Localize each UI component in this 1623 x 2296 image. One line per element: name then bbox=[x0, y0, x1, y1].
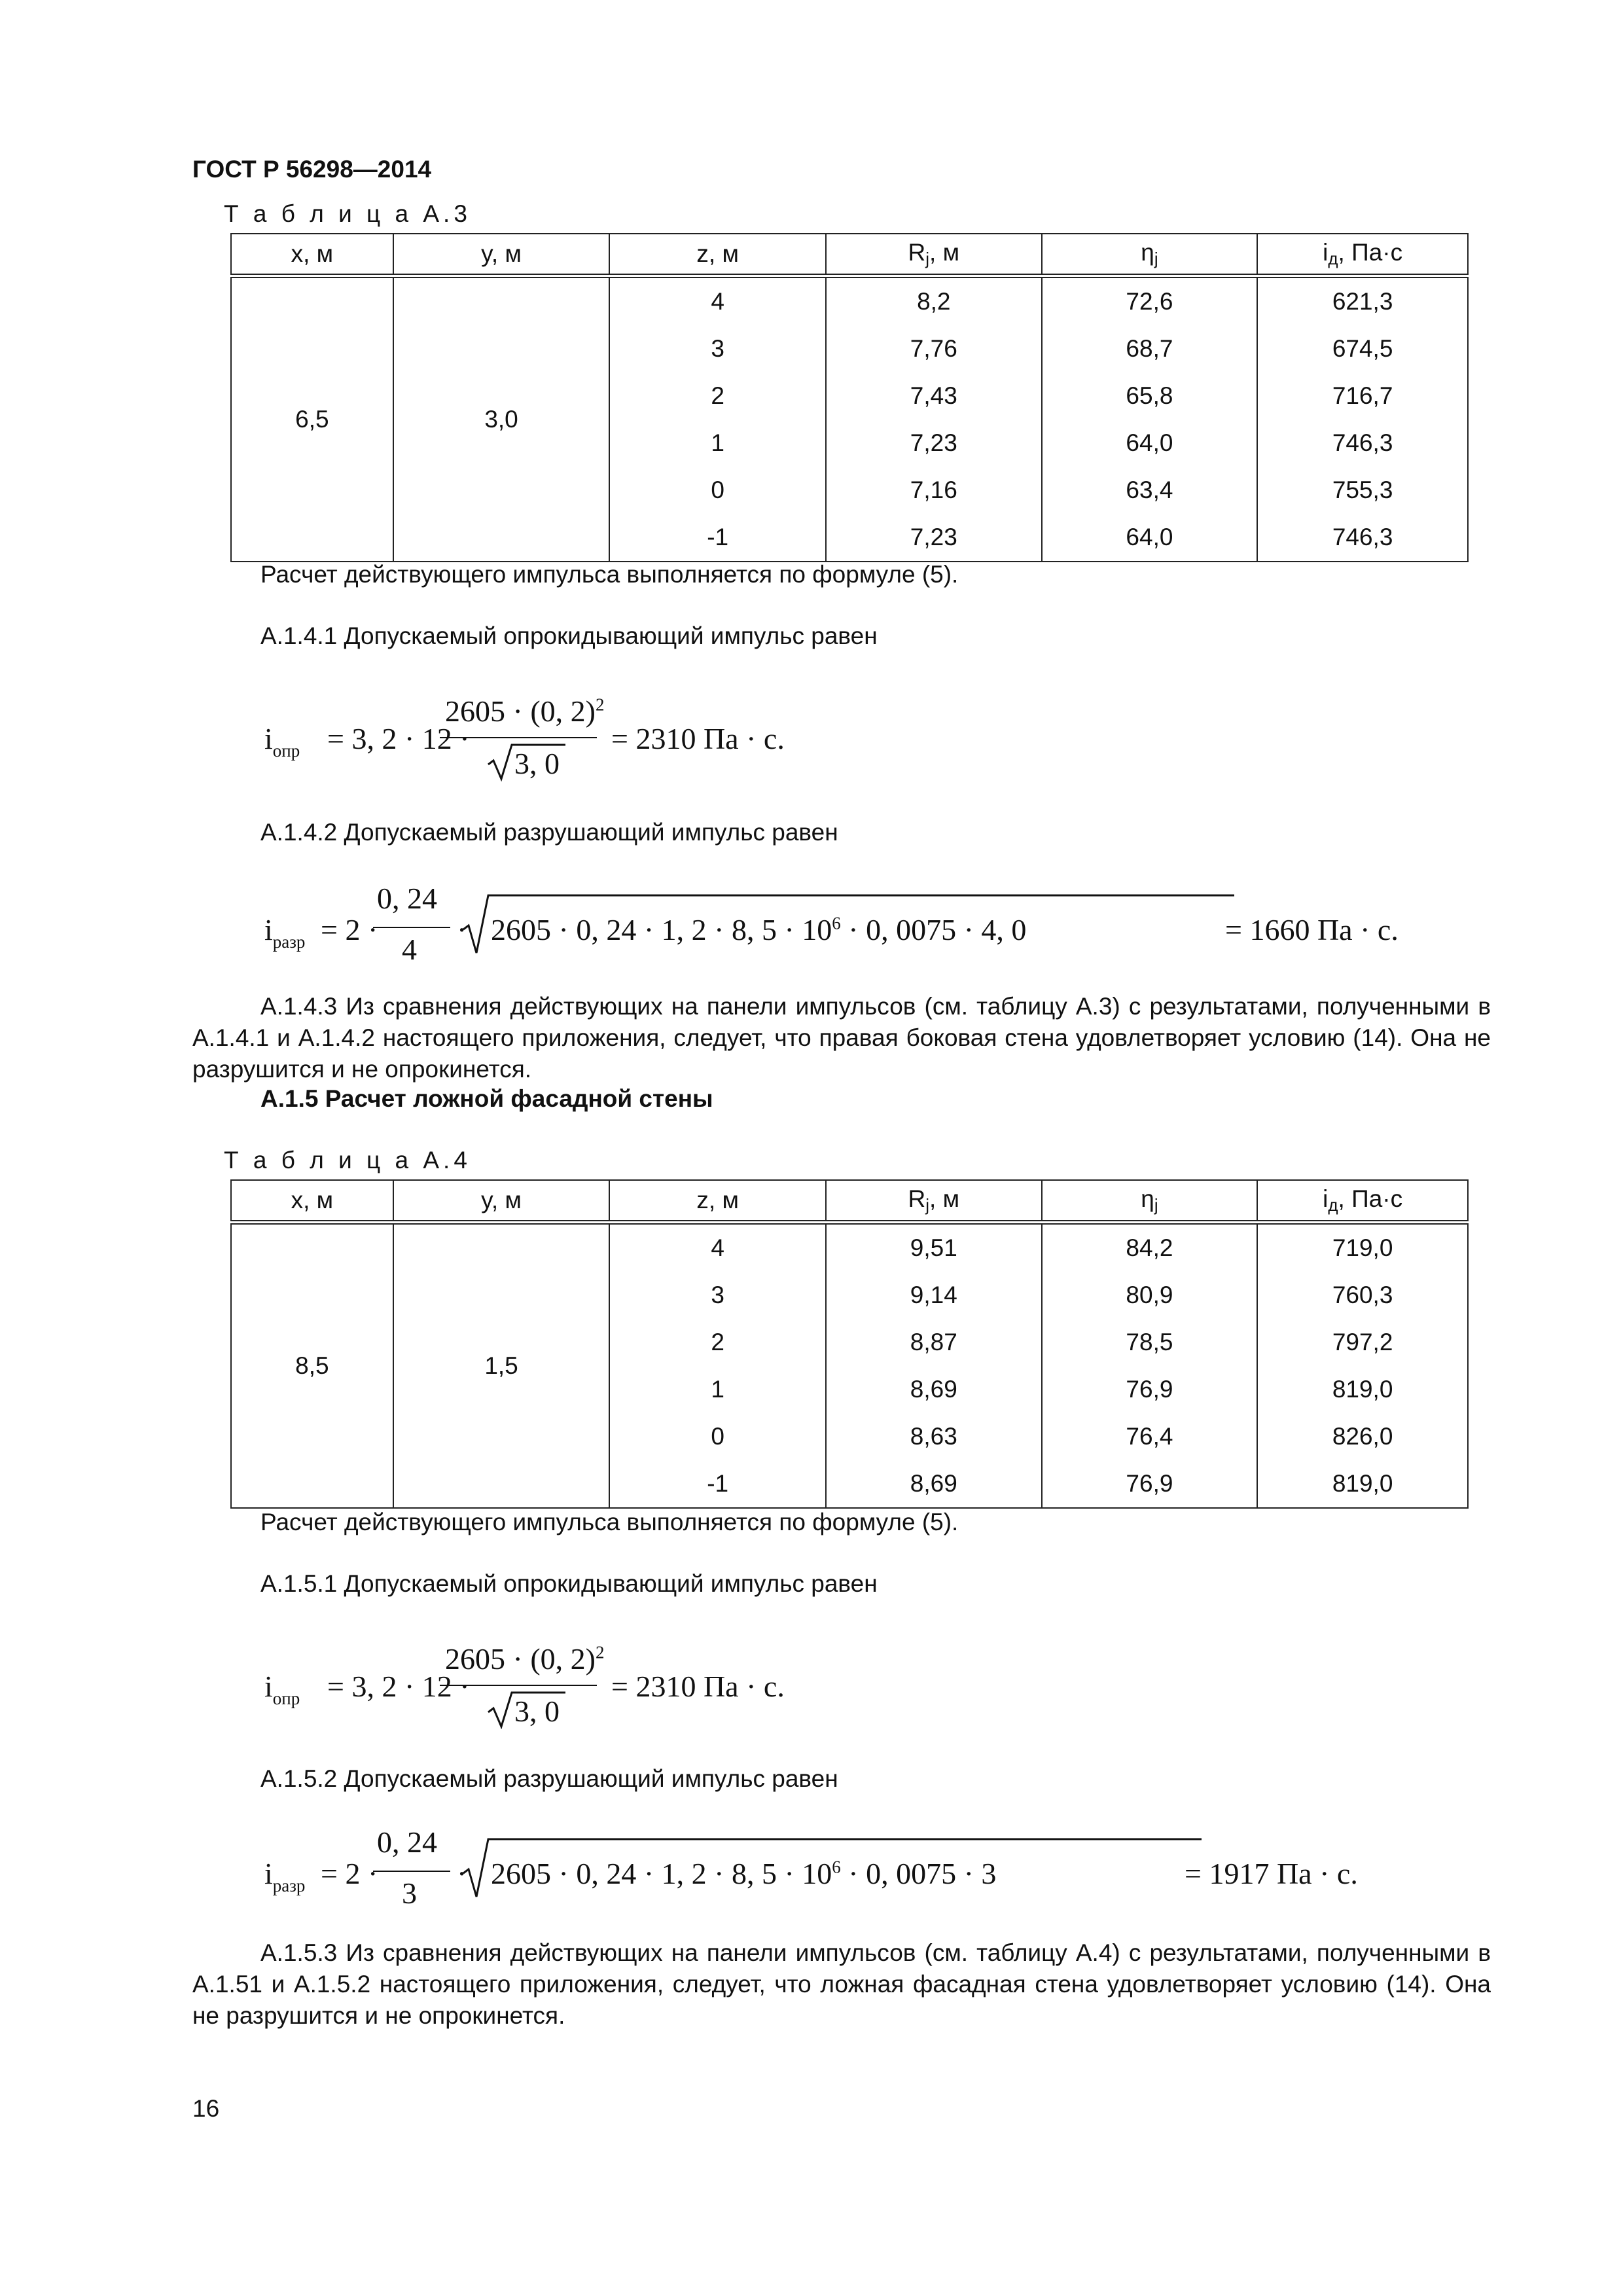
formula-destruction-a152: $i_{разр}$ = 2 · 0, 24 3 · 2605 · 0, 24 · 1, 2 · 8, $5 \cdot 10^6 \cdot 0$, 0075 · 3 = 1917 Па · с. bbox=[264, 1825, 1358, 1910]
formula-overturning-a141: $i_{опр}$ = 3, 2 · 12 · 2605 · (0, 2)$^2$ 3, 0 = 2310 Па · с. bbox=[264, 694, 785, 780]
section-heading-a15: А.1.5 Расчет ложной фасадной стены bbox=[260, 1085, 713, 1112]
paragraph-a143: А.1.4.3 Из сравнения действующих на панели импульсов (см. таблицу А.3) с результатами, полученными в А.1.4.1 и А.1.4.2 настоящего приложения, следует, что правая боковая стена удовлетворяет условию (14). Она не разрушится и не опрокинется. bbox=[192, 993, 1491, 1083]
col-y: y, м bbox=[393, 1180, 610, 1223]
cell-eta: 63,4 bbox=[1042, 467, 1258, 514]
cell-eta: 64,0 bbox=[1042, 420, 1258, 467]
cell-x-value: 6,5 bbox=[231, 276, 393, 562]
paragraph-a142: А.1.4.2 Допускаемый разрушающий импульс равен bbox=[260, 819, 838, 846]
page-number: 16 bbox=[192, 2095, 220, 2122]
cell-eta: 68,7 bbox=[1042, 325, 1258, 372]
cell-r: 8,69 bbox=[826, 1460, 1042, 1508]
table-a3-caption: Т а б л и ц а А.3 bbox=[224, 200, 471, 227]
cell-r: 8,63 bbox=[826, 1413, 1042, 1460]
calc-note: Расчет действующего импульса выполняется по формуле (5). bbox=[260, 561, 959, 588]
cell-y-value: 1,5 bbox=[393, 1223, 610, 1509]
cell-z: 1 bbox=[609, 1366, 826, 1413]
cell-z: -1 bbox=[609, 1460, 826, 1508]
col-z: z, м bbox=[609, 1180, 826, 1223]
cell-z: 3 bbox=[609, 1272, 826, 1319]
document-code: ГОСТ Р 56298—2014 bbox=[192, 156, 432, 183]
table-header-row bbox=[231, 234, 1468, 276]
formula-overturning-a151: $i_{опр}$ = 3, 2 · 12 · 2605 · (0, 2)$^2$ 3, 0 = 2310 Па · с. bbox=[264, 1642, 785, 1728]
col-i: $i_д$, Па·с bbox=[1257, 1180, 1468, 1223]
col-r: $R_j$, м bbox=[826, 234, 1042, 276]
cell-z: 4 bbox=[609, 1223, 826, 1272]
col-r: $R_j$, м bbox=[826, 1180, 1042, 1223]
paragraph-a151: А.1.5.1 Допускаемый опрокидывающий импульс равен bbox=[260, 1570, 878, 1597]
cell-eta: 78,5 bbox=[1042, 1319, 1258, 1366]
cell-r: 8,87 bbox=[826, 1319, 1042, 1366]
col-y: y, м bbox=[393, 234, 610, 276]
cell-i: 826,0 bbox=[1257, 1413, 1468, 1460]
paragraph-a153: А.1.5.3 Из сравнения действующих на панели импульсов (см. таблицу А.4) с результатами, полученными в А.1.51 и А.1.5.2 настоящего приложения, следует, что ложная фасадная стена удовлетворяет условию (14). Она не разрушится и не опрокинется. bbox=[192, 1939, 1491, 2029]
cell-i: 746,3 bbox=[1257, 420, 1468, 467]
table-a4 bbox=[230, 1179, 1469, 1509]
table-a4-caption: Т а б л и ц а А.4 bbox=[224, 1147, 471, 1174]
table-a3 bbox=[230, 233, 1469, 562]
col-x: x, м bbox=[231, 234, 393, 276]
cell-z: -1 bbox=[609, 514, 826, 562]
cell-z: 0 bbox=[609, 1413, 826, 1460]
cell-x-value: 8,5 bbox=[231, 1223, 393, 1509]
cell-r: 7,76 bbox=[826, 325, 1042, 372]
cell-r: 7,16 bbox=[826, 467, 1042, 514]
cell-i: 716,7 bbox=[1257, 372, 1468, 420]
col-i: $i_д$, Па·с bbox=[1257, 234, 1468, 276]
cell-z: 0 bbox=[609, 467, 826, 514]
cell-z: 3 bbox=[609, 325, 826, 372]
cell-i: 760,3 bbox=[1257, 1272, 1468, 1319]
cell-eta: 64,0 bbox=[1042, 514, 1258, 562]
table-row bbox=[231, 276, 1468, 326]
cell-r: 8,69 bbox=[826, 1366, 1042, 1413]
cell-z: 1 bbox=[609, 420, 826, 467]
cell-i: 797,2 bbox=[1257, 1319, 1468, 1366]
cell-i: 674,5 bbox=[1257, 325, 1468, 372]
calc-note: Расчет действующего импульса выполняется по формуле (5). bbox=[260, 1509, 959, 1535]
cell-r: 9,14 bbox=[826, 1272, 1042, 1319]
table-header-row bbox=[231, 1180, 1468, 1223]
cell-r: 9,51 bbox=[826, 1223, 1042, 1272]
cell-eta: 76,4 bbox=[1042, 1413, 1258, 1460]
cell-eta: 76,9 bbox=[1042, 1460, 1258, 1508]
table-row bbox=[231, 1223, 1468, 1272]
cell-r: 7,43 bbox=[826, 372, 1042, 420]
cell-r: 7,23 bbox=[826, 420, 1042, 467]
col-eta: $\eta_j$ bbox=[1042, 234, 1258, 276]
col-x: x, м bbox=[231, 1180, 393, 1223]
cell-i: 746,3 bbox=[1257, 514, 1468, 562]
cell-i: 755,3 bbox=[1257, 467, 1468, 514]
cell-r: 8,2 bbox=[826, 276, 1042, 326]
cell-i: 621,3 bbox=[1257, 276, 1468, 326]
col-z: z, м bbox=[609, 234, 826, 276]
paragraph-a152: А.1.5.2 Допускаемый разрушающий импульс равен bbox=[260, 1765, 838, 1792]
cell-eta: 80,9 bbox=[1042, 1272, 1258, 1319]
cell-i: 719,0 bbox=[1257, 1223, 1468, 1272]
cell-eta: 65,8 bbox=[1042, 372, 1258, 420]
cell-eta: 72,6 bbox=[1042, 276, 1258, 326]
formula-destruction-a142: $i_{разр}$ = 2 · 0, 24 4 · 2605 · 0, 24 · 1, 2 · 8, $5 \cdot 10^6 \cdot 0$, 0075 · 4, 0 = 1660 Па · с. bbox=[264, 882, 1399, 966]
paragraph-a141: А.1.4.1 Допускаемый опрокидывающий импульс равен bbox=[260, 622, 878, 649]
cell-r: 7,23 bbox=[826, 514, 1042, 562]
col-eta: $\eta_j$ bbox=[1042, 1180, 1258, 1223]
cell-eta: 76,9 bbox=[1042, 1366, 1258, 1413]
cell-i: 819,0 bbox=[1257, 1460, 1468, 1508]
cell-z: 2 bbox=[609, 372, 826, 420]
cell-eta: 84,2 bbox=[1042, 1223, 1258, 1272]
cell-i: 819,0 bbox=[1257, 1366, 1468, 1413]
cell-z: 4 bbox=[609, 276, 826, 326]
cell-y-value: 3,0 bbox=[393, 276, 610, 562]
cell-z: 2 bbox=[609, 1319, 826, 1366]
